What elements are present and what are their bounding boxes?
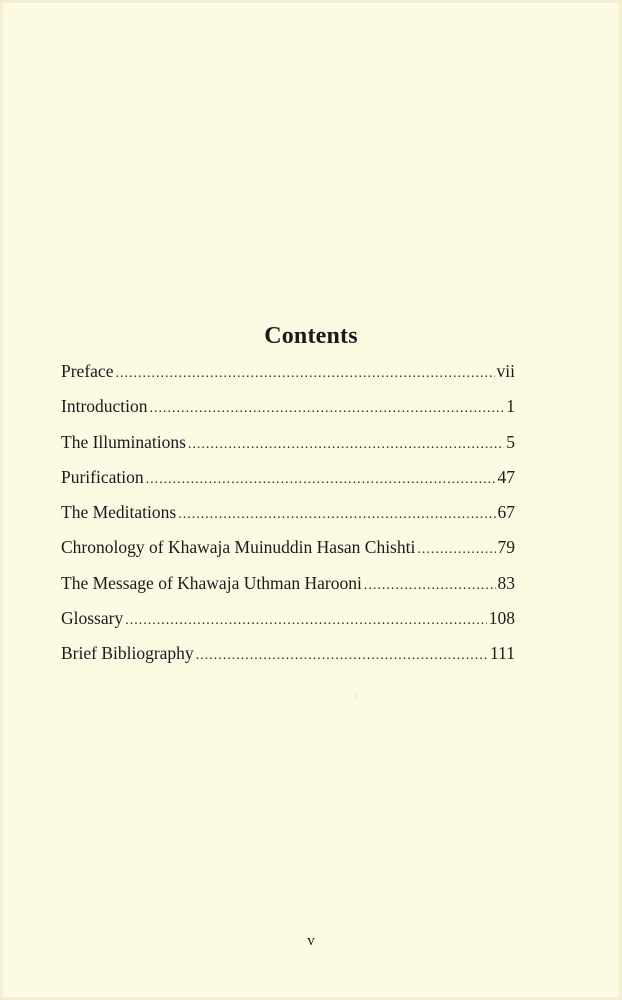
page-number: v	[307, 933, 315, 949]
toc-entry-title: The Meditations	[61, 502, 177, 523]
toc-entry-page: 1	[506, 396, 515, 417]
toc-entry-page: 108	[488, 608, 515, 629]
toc-entry-preface	[61, 355, 515, 390]
dot-leader	[125, 605, 487, 637]
toc-entry-introduction	[61, 390, 515, 425]
dot-leader	[417, 534, 495, 566]
toc-entry-title: Brief Bibliography	[61, 643, 194, 664]
dot-leader	[196, 640, 488, 672]
dot-leader	[150, 393, 505, 425]
toc-entry-glossary	[61, 602, 515, 637]
toc-entry-page: 47	[497, 466, 515, 487]
toc-entry-title: The Message of Khawaja Uthman Harooni	[61, 572, 362, 593]
paper-speck	[355, 693, 358, 698]
toc-entry-page: 79	[497, 537, 515, 558]
toc-entry-title: Introduction	[61, 396, 148, 417]
toc-entry-purification	[61, 461, 515, 496]
toc-entry-meditations	[61, 496, 515, 531]
toc-entry-page: 111	[490, 643, 515, 664]
toc-entry-bibliography	[61, 637, 515, 672]
dot-leader	[364, 570, 496, 602]
toc-entry-page: 67	[497, 502, 515, 523]
toc-entry-title: Purification	[61, 466, 144, 487]
dot-leader	[146, 464, 496, 496]
toc-entry-page: vii	[496, 361, 515, 381]
table-of-contents	[61, 355, 515, 673]
toc-entry-message	[61, 567, 515, 602]
toc-entry-title: The Illuminations	[61, 431, 186, 452]
toc-entry-title: Preface	[61, 361, 114, 381]
toc-entry-title: Chronology of Khawaja Muinuddin Hasan Chishti	[61, 537, 416, 558]
dot-leader	[115, 358, 494, 390]
toc-entry-page: 83	[497, 572, 515, 593]
page-title: Contents	[264, 323, 358, 349]
toc-entry-chronology	[61, 531, 515, 566]
dot-leader	[178, 499, 495, 531]
dot-leader	[188, 429, 504, 461]
toc-entry-page: 5	[506, 431, 515, 452]
toc-entry-illuminations	[61, 426, 515, 461]
toc-entry-title: Glossary	[61, 608, 124, 629]
